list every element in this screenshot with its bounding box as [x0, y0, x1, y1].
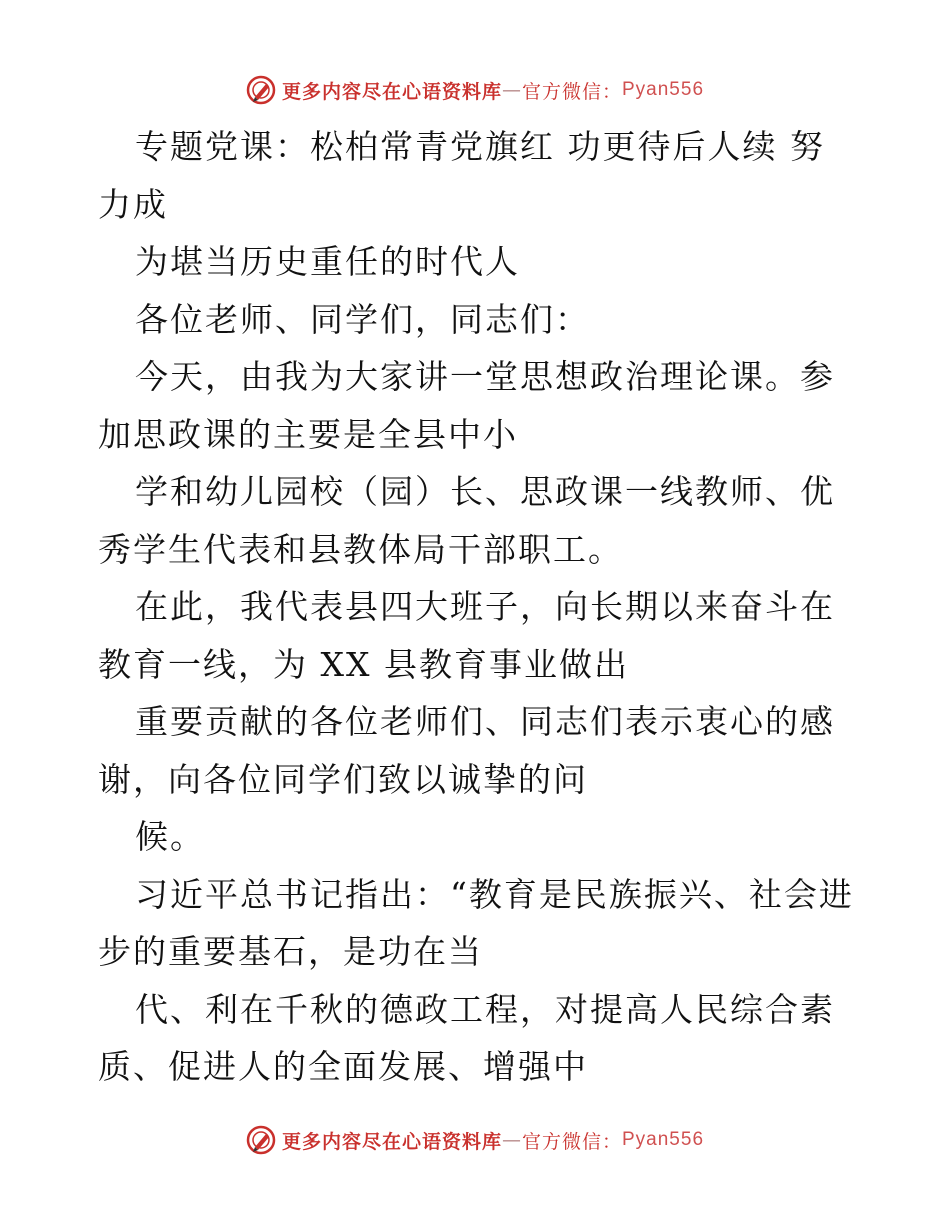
- header-banner-main: 更多内容尽在心语资料库: [281, 80, 502, 103]
- paragraph-attendees: 学和幼儿园校（园）长、思政课一线教师、优秀学生代表和县教体局干部职工。: [98, 472, 835, 569]
- paragraph-title-line2: 为堪当历史重任的时代人: [135, 242, 520, 281]
- paragraph-intro: 今天，由我为大家讲一堂思想政治理论课。参加思政课的主要是全县中小: [98, 357, 835, 454]
- paragraph-title-line1: 专题党课：松柏常青党旗红 功更待后人续 努力成: [98, 127, 825, 224]
- paragraph-thanks-cont: 重要贡献的各位老师们、同志们表示衷心的感谢，向各位同学们致以诚挚的问: [98, 702, 835, 799]
- footer-banner-main: 更多内容尽在心语资料库: [281, 1130, 502, 1153]
- document-body: [98, 118, 858, 1096]
- paragraph-thanks: 在此，我代表县四大班子，向长期以来奋斗在教育一线，为 XX 县教育事业做出: [98, 587, 835, 684]
- header-banner-id: Pyan556: [622, 79, 705, 100]
- paragraph-thanks-end: 候。: [135, 817, 205, 856]
- pen-logo-icon: [246, 1125, 276, 1155]
- footer-banner-id: Pyan556: [622, 1129, 705, 1150]
- paragraph-salutation: 各位老师、同学们，同志们：: [135, 299, 590, 339]
- header-banner-official: 官方微信：: [521, 80, 622, 103]
- pen-logo-icon: [246, 75, 276, 105]
- footer-banner-separator: —: [501, 1129, 522, 1151]
- header-watermark-banner: [0, 70, 950, 110]
- footer-banner-official: 官方微信：: [521, 1130, 622, 1153]
- header-banner-separator: —: [501, 79, 522, 101]
- footer-watermark-banner: [0, 1120, 950, 1160]
- paragraph-quote-cont: 代、利在千秋的德政工程，对提高人民综合素质、促进人的全面发展、增强中: [98, 989, 835, 1086]
- paragraph-quote: 习近平总书记指出：“教育是民族振兴、社会进步的重要基石，是功在当: [98, 874, 854, 971]
